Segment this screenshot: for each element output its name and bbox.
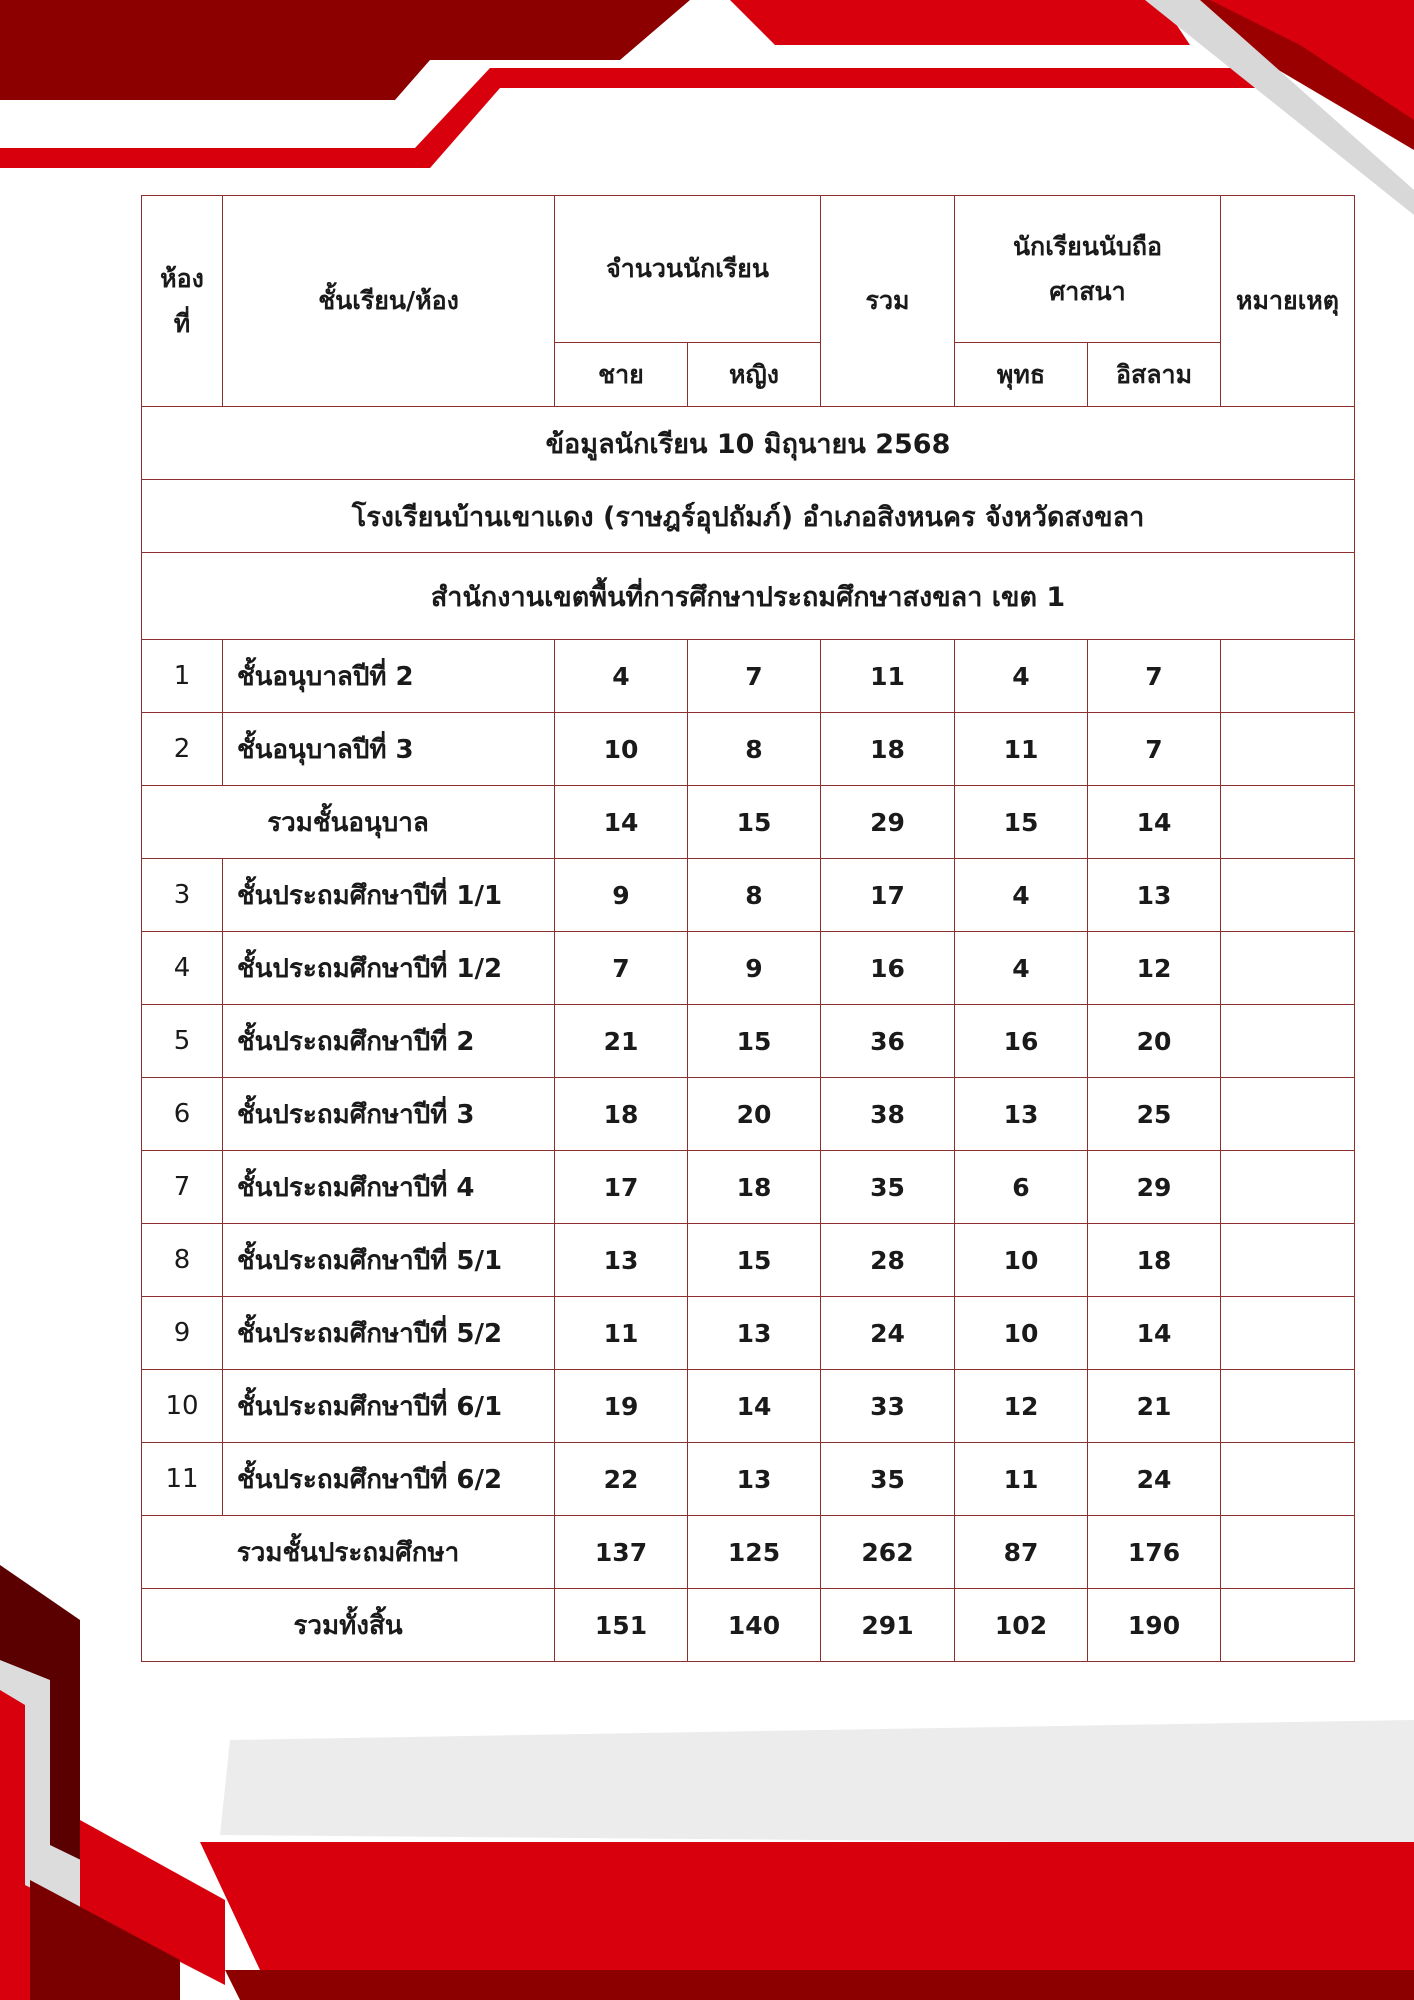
buddhist-cell: 10 (955, 1224, 1088, 1297)
table-row (142, 859, 1355, 932)
islam-cell: 176 (1088, 1516, 1221, 1589)
class-name-cell: ชั้นประถมศึกษาปีที่ 5/1 (223, 1224, 555, 1297)
remark-cell (1221, 859, 1355, 932)
total-cell: 262 (821, 1516, 955, 1589)
male-cell: 21 (555, 1005, 688, 1078)
male-cell: 9 (555, 859, 688, 932)
total-cell: 36 (821, 1005, 955, 1078)
subtotal-label-cell: รวมทั้งสิ้น (142, 1589, 555, 1662)
remark-cell (1221, 1297, 1355, 1370)
room-no-cell: 5 (142, 1005, 223, 1078)
header-row-1 (142, 196, 1355, 343)
remark-cell (1221, 932, 1355, 1005)
room-no-cell: 2 (142, 713, 223, 786)
room-no-cell: 3 (142, 859, 223, 932)
female-cell: 8 (688, 713, 821, 786)
female-cell: 15 (688, 1224, 821, 1297)
buddhist-cell: 12 (955, 1370, 1088, 1443)
header-male: ชาย (555, 343, 688, 407)
islam-cell: 29 (1088, 1151, 1221, 1224)
buddhist-cell: 13 (955, 1078, 1088, 1151)
female-cell: 7 (688, 640, 821, 713)
male-cell: 4 (555, 640, 688, 713)
subtotal-row (142, 1589, 1355, 1662)
islam-cell: 13 (1088, 859, 1221, 932)
table-body (142, 640, 1355, 1662)
room-no-cell: 8 (142, 1224, 223, 1297)
buddhist-cell: 6 (955, 1151, 1088, 1224)
header-female: หญิง (688, 343, 821, 407)
islam-cell: 14 (1088, 1297, 1221, 1370)
bottom-grey-sweep (220, 1720, 1414, 1845)
office-row (142, 553, 1355, 640)
room-no-cell: 11 (142, 1443, 223, 1516)
female-cell: 9 (688, 932, 821, 1005)
class-name-cell: ชั้นอนุบาลปีที่ 2 (223, 640, 555, 713)
class-name-cell: ชั้นประถมศึกษาปีที่ 3 (223, 1078, 555, 1151)
islam-cell: 7 (1088, 640, 1221, 713)
top-red-band (730, 0, 1190, 45)
bottom-red-band (200, 1842, 1414, 1970)
remark-cell (1221, 713, 1355, 786)
islam-cell: 21 (1088, 1370, 1221, 1443)
female-cell: 125 (688, 1516, 821, 1589)
total-cell: 17 (821, 859, 955, 932)
female-cell: 14 (688, 1370, 821, 1443)
buddhist-cell: 102 (955, 1589, 1088, 1662)
remark-cell (1221, 1151, 1355, 1224)
school-row (142, 480, 1355, 553)
class-name-cell: ชั้นประถมศึกษาปีที่ 5/2 (223, 1297, 555, 1370)
header-remark: หมายเหตุ (1221, 196, 1355, 407)
male-cell: 151 (555, 1589, 688, 1662)
room-no-cell: 4 (142, 932, 223, 1005)
female-cell: 15 (688, 786, 821, 859)
bottom-dark-band (225, 1970, 1414, 2000)
female-cell: 20 (688, 1078, 821, 1151)
table-row (142, 932, 1355, 1005)
room-no-cell: 10 (142, 1370, 223, 1443)
islam-cell: 25 (1088, 1078, 1221, 1151)
header-room-no: ห้อง ที่ (142, 196, 223, 407)
room-no-cell: 9 (142, 1297, 223, 1370)
male-cell: 22 (555, 1443, 688, 1516)
title-row (142, 407, 1355, 480)
remark-cell (1221, 1005, 1355, 1078)
female-cell: 13 (688, 1297, 821, 1370)
buddhist-cell: 15 (955, 786, 1088, 859)
subtotal-label-cell: รวมชั้นประถมศึกษา (142, 1516, 555, 1589)
remark-cell (1221, 1370, 1355, 1443)
header-islam: อิสลาม (1088, 343, 1221, 407)
total-cell: 16 (821, 932, 955, 1005)
table-row (142, 713, 1355, 786)
total-cell: 291 (821, 1589, 955, 1662)
table-row (142, 1224, 1355, 1297)
total-cell: 33 (821, 1370, 955, 1443)
remark-cell (1221, 1589, 1355, 1662)
table-row (142, 1297, 1355, 1370)
female-cell: 140 (688, 1589, 821, 1662)
remark-cell (1221, 640, 1355, 713)
male-cell: 19 (555, 1370, 688, 1443)
buddhist-cell: 11 (955, 1443, 1088, 1516)
total-cell: 29 (821, 786, 955, 859)
islam-cell: 7 (1088, 713, 1221, 786)
male-cell: 18 (555, 1078, 688, 1151)
header-class-room: ชั้นเรียน/ห้อง (223, 196, 555, 407)
class-name-cell: ชั้นประถมศึกษาปีที่ 6/1 (223, 1370, 555, 1443)
class-name-cell: ชั้นประถมศึกษาปีที่ 1/2 (223, 932, 555, 1005)
student-table (141, 195, 1355, 1662)
class-name-cell: ชั้นประถมศึกษาปีที่ 4 (223, 1151, 555, 1224)
school-line: โรงเรียนบ้านเขาแดง (ราษฎร์อุปถัมภ์) อำเภอสิงหนคร จังหวัดสงขลา (142, 480, 1355, 553)
male-cell: 7 (555, 932, 688, 1005)
buddhist-cell: 10 (955, 1297, 1088, 1370)
remark-cell (1221, 1224, 1355, 1297)
subtotal-row (142, 786, 1355, 859)
class-name-cell: ชั้นประถมศึกษาปีที่ 6/2 (223, 1443, 555, 1516)
total-cell: 35 (821, 1151, 955, 1224)
remark-cell (1221, 786, 1355, 859)
buddhist-cell: 16 (955, 1005, 1088, 1078)
male-cell: 17 (555, 1151, 688, 1224)
total-cell: 38 (821, 1078, 955, 1151)
room-no-cell: 6 (142, 1078, 223, 1151)
female-cell: 8 (688, 859, 821, 932)
buddhist-cell: 4 (955, 932, 1088, 1005)
buddhist-cell: 4 (955, 640, 1088, 713)
header-total: รวม (821, 196, 955, 407)
class-name-cell: ชั้นประถมศึกษาปีที่ 2 (223, 1005, 555, 1078)
subtotal-label-cell: รวมชั้นอนุบาล (142, 786, 555, 859)
islam-cell: 20 (1088, 1005, 1221, 1078)
subtotal-row (142, 1516, 1355, 1589)
total-cell: 24 (821, 1297, 955, 1370)
total-cell: 28 (821, 1224, 955, 1297)
buddhist-cell: 87 (955, 1516, 1088, 1589)
total-cell: 18 (821, 713, 955, 786)
remark-cell (1221, 1443, 1355, 1516)
header-religion: นักเรียนนับถือ ศาสนา (955, 196, 1221, 343)
total-cell: 35 (821, 1443, 955, 1516)
room-no-cell: 7 (142, 1151, 223, 1224)
room-no-cell: 1 (142, 640, 223, 713)
buddhist-cell: 11 (955, 713, 1088, 786)
table-row (142, 1443, 1355, 1516)
table-row (142, 1005, 1355, 1078)
male-cell: 137 (555, 1516, 688, 1589)
class-name-cell: ชั้นประถมศึกษาปีที่ 1/1 (223, 859, 555, 932)
remark-cell (1221, 1516, 1355, 1589)
student-data-sheet (141, 195, 1354, 1662)
table-row (142, 1078, 1355, 1151)
male-cell: 14 (555, 786, 688, 859)
male-cell: 11 (555, 1297, 688, 1370)
islam-cell: 12 (1088, 932, 1221, 1005)
remark-cell (1221, 1078, 1355, 1151)
islam-cell: 14 (1088, 786, 1221, 859)
female-cell: 18 (688, 1151, 821, 1224)
header-buddhist: พุทธ (955, 343, 1088, 407)
table-row (142, 1370, 1355, 1443)
female-cell: 13 (688, 1443, 821, 1516)
male-cell: 10 (555, 713, 688, 786)
islam-cell: 24 (1088, 1443, 1221, 1516)
female-cell: 15 (688, 1005, 821, 1078)
islam-cell: 190 (1088, 1589, 1221, 1662)
male-cell: 13 (555, 1224, 688, 1297)
header-student-count: จำนวนนักเรียน (555, 196, 821, 343)
buddhist-cell: 4 (955, 859, 1088, 932)
class-name-cell: ชั้นอนุบาลปีที่ 3 (223, 713, 555, 786)
total-cell: 11 (821, 640, 955, 713)
table-row (142, 1151, 1355, 1224)
title-line: ข้อมูลนักเรียน 10 มิถุนายน 2568 (142, 407, 1355, 480)
islam-cell: 18 (1088, 1224, 1221, 1297)
table-row (142, 640, 1355, 713)
office-line: สำนักงานเขตพื้นที่การศึกษาประถมศึกษาสงขลา เขต 1 (142, 553, 1355, 640)
